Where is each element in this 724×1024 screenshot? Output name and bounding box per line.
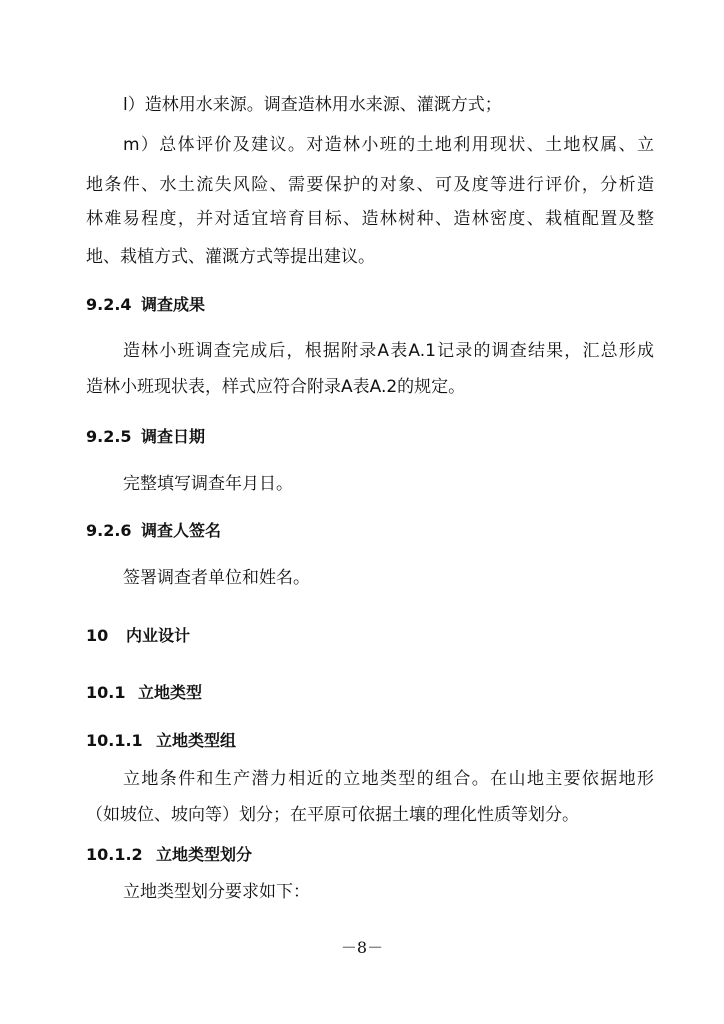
paragraph-m-line-4: 地、栽植方式、灌溉方式等提出建议。 <box>86 247 375 267</box>
section-10-1-1-line-2: （如坡位、坡向等）划分；在平原可依据土壤的理化性质等划分。 <box>86 805 579 825</box>
section-9-2-4-line-1: 造林小班调查完成后，根据附录A表A.1记录的调查结果，汇总形成 <box>123 341 654 361</box>
section-heading-10-1-1 <box>86 729 236 753</box>
section-9-2-6-line-1: 签署调查者单位和姓名。 <box>123 568 310 588</box>
paragraph-l-line-1: l）造林用水来源。调查造林用水来源、灌溉方式； <box>123 95 502 115</box>
section-9-2-5-line-1: 完整填写调查年月日。 <box>123 474 293 494</box>
section-10-1-2-line-1: 立地类型划分要求如下： <box>123 882 310 902</box>
section-heading-10-1-2 <box>86 843 252 867</box>
chapter-number: 10 <box>86 626 109 645</box>
section-number: 10.1.2 <box>86 845 143 864</box>
section-number: 9.2.4 <box>86 295 132 314</box>
page-number: －8－ <box>340 938 384 957</box>
section-title: 立地类型划分 <box>156 845 253 864</box>
section-heading-10-1 <box>86 681 202 705</box>
section-heading-9-2-6 <box>86 519 221 543</box>
section-title: 调查日期 <box>141 427 206 446</box>
section-number: 10.1 <box>86 683 126 702</box>
section-heading-9-2-5 <box>86 425 205 449</box>
section-number: 9.2.6 <box>86 521 132 540</box>
paragraph-m-line-1: m）总体评价及建议。对造林小班的土地利用现状、土地权属、立 <box>123 135 654 155</box>
section-title: 调查成果 <box>141 295 206 314</box>
chapter-heading-10 <box>86 624 190 648</box>
section-number: 9.2.5 <box>86 427 132 446</box>
section-number: 10.1.1 <box>86 731 143 750</box>
chapter-title: 内业设计 <box>126 626 191 645</box>
section-title: 立地类型组 <box>156 731 237 750</box>
paragraph-m-line-3: 林难易程度，并对适宜培育目标、造林树种、造林密度、栽植配置及整 <box>86 209 654 229</box>
section-title: 立地类型 <box>138 683 203 702</box>
section-title: 调查人签名 <box>141 521 222 540</box>
section-heading-9-2-4 <box>86 293 205 317</box>
paragraph-m-line-2: 地条件、水土流失风险、需要保护的对象、可及度等进行评价，分析造 <box>86 175 654 195</box>
section-9-2-4-line-2: 造林小班现状表，样式应符合附录A表A.2的规定。 <box>86 377 466 397</box>
section-10-1-1-line-1: 立地条件和生产潜力相近的立地类型的组合。在山地主要依据地形 <box>123 769 654 789</box>
